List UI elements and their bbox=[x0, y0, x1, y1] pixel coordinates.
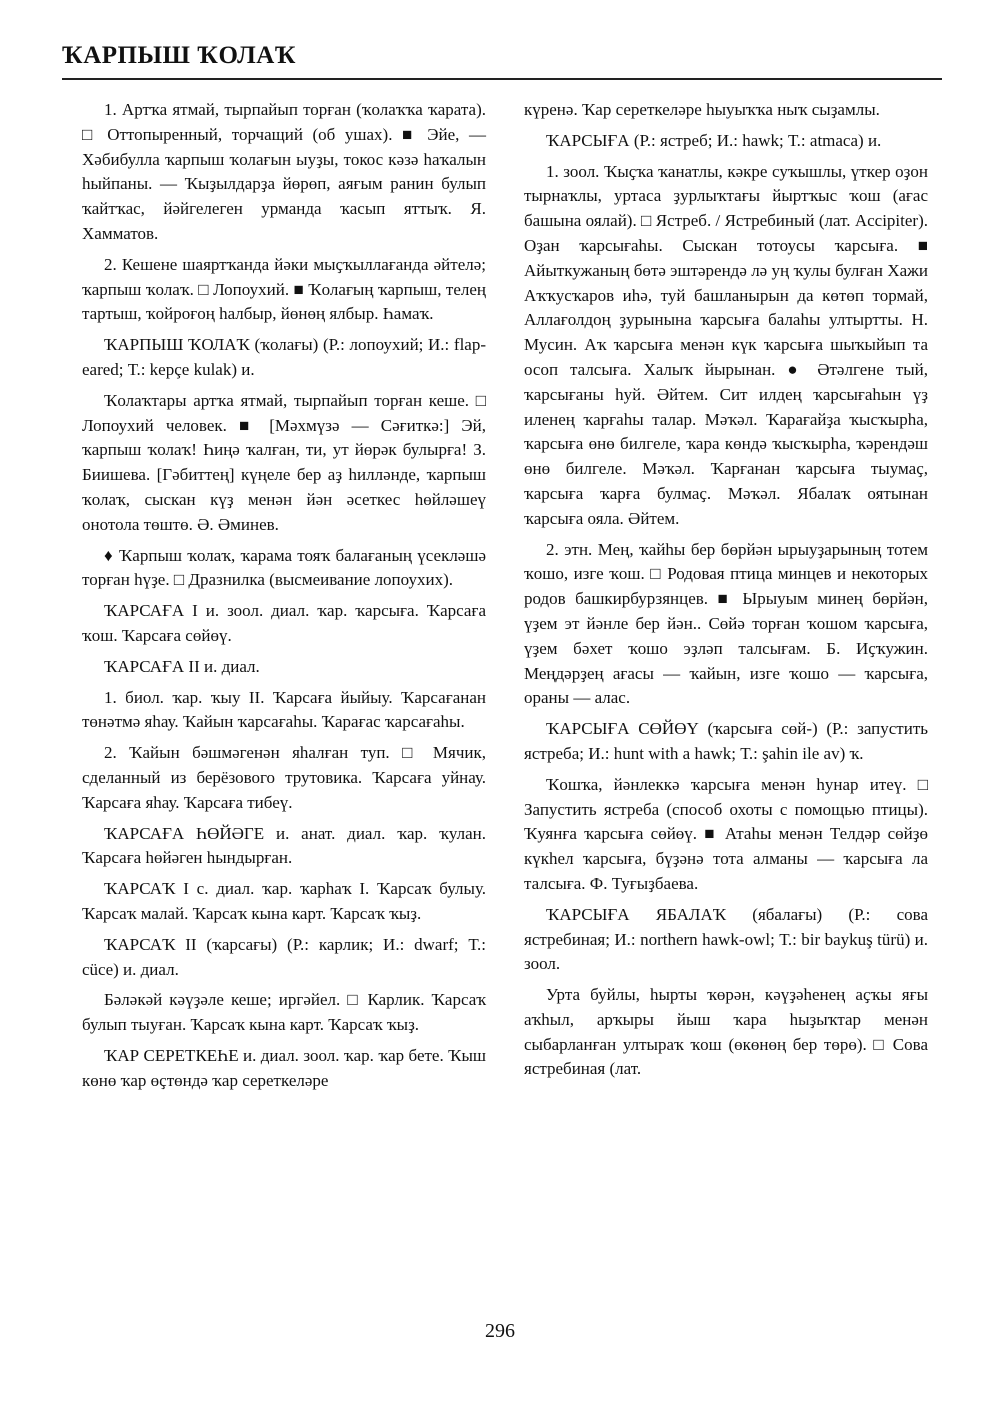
entry-paragraph: ҠАРСАҒА I и. зоол. диал. ҡар. ҡарсыға. Ҡарсаға ҡош. Ҡарсаға сөйөү. bbox=[82, 601, 486, 645]
entry-paragraph: Ҡолаҡтары артҡа ятмай, тырпайып торған кеше. □ Лопоухий человек. ■ [Мәхмүзә — Сәғиткә:] Эй, ҡарпыш ҡолаҡ! Һиңә ҡалған, ти, ут йөрәк булырға! З. Биишева. [Гәбиттең] күңеле бер аҙ һилләнде, ҡарпыш ҡолаҡ, сыскан күҙ менән йән әсеткес һөйләшеү онотола төштө. Ә. Әминев. bbox=[82, 390, 486, 534]
entry-paragraph: ҠАРСАҠ II (ҡарсағы) (Р.: карлик; И.: dwarf; Т.: cüce) и. диал. bbox=[82, 934, 486, 979]
entry-paragraph: 2. этн. Мең, ҡайһы бер бөрйән ырыуҙарының тотем ҡошо, изге ҡош. □ Родовая птица минцев и некоторых родов башкирбурзянцев. ■ Ырыуым минең бөрйән, үҙем эт йәнле бер йән.. Сөйә торған ҡошом ҡарсыға, үҙем бәхет ҡошо эҙләп талсығам. Б. Иҫҡужин. Меңдәрҙең ағасы — ҡайын, изге ҡошо — ҡарсыға, ораны — алас. bbox=[524, 539, 928, 708]
entry-paragraph: Бәләкәй кәүҙәле кеше; иргәйел. □ Карлик. Ҡарсаҡ булып тыуған. Ҡарсаҡ кына карт. Ҡарсаҡ ҡыҙ. bbox=[82, 990, 486, 1035]
entry-paragraph: ҠАРСЫҒА (Р.: ястреб; И.: hawk; Т.: atmaca) и. bbox=[546, 130, 882, 150]
entry-paragraph: ҠАРСЫҒА СӨЙӨҮ (ҡарсыға сөй-) (Р.: запустить ястреба; И.: hunt with a hawk; Т.: şahin ile av) ҡ. bbox=[524, 719, 928, 763]
entry-paragraph: ҠАРСЫҒА ЯБАЛАҠ (ябалағы) (Р.: сова ястребиная; И.: northern hawk-owl; Т.: bir baykuş türü) и. зоол. bbox=[524, 904, 928, 974]
left-column bbox=[82, 98, 486, 1099]
entry-paragraph: ҠАРСАҒА II и. диал. bbox=[104, 656, 260, 676]
entry-paragraph: ♦ Ҡарпыш ҡолаҡ, ҡарама тояҡ балағаның үсекләшә торған һүҙе. □ Дразнилка (высмеивание лопоухих). bbox=[82, 545, 486, 590]
entry-paragraph: Ҡошҡа, йәнлеккә ҡарсыға менән һунар итеү. □ Запустить ястреба (способ охоты с помощью птицы). Ҡуянға ҡарсыға сөйөү. ■ Атаһы менән Телдәр сөйҙө күкһел ҡарсыға, бүҙәнә тота алманы — ҡарсыға ла талсыға. Ф. Туғыҙбаева. bbox=[524, 774, 928, 893]
entry-paragraph: 1. биол. ҡар. ҡыу II. Ҡарсаға йыйыу. Ҡарсағанан төнәтмә яһау. Ҡайын ҡарсағаһы. Ҡарағас ҡарсағаһы. bbox=[82, 687, 486, 732]
entry-paragraph: ҠАРСАҠ I с. диал. ҡар. ҡарһаҡ I. Ҡарсаҡ булыу. Ҡарсаҡ малай. Ҡарсаҡ кына карт. Ҡарсаҡ ҡыҙ. bbox=[82, 879, 486, 923]
entry-paragraph: Урта буйлы, һырты ҡөрән, кәүҙәһенең аҫҡы яғы аҡһыл, арҡыры йыш ҡара һыҙыҡтар менән сыбарланған ултыраҡ ҡош (өкөнөң бер төрө). □ Сова ястребиная (лат. bbox=[524, 985, 928, 1079]
entry-paragraph: 2. Кешене шаяртҡанда йәки мыҫҡыллағанда әйтелә; ҡарпыш ҡолаҡ. □ Лопоухий. ■ Ҡолағың ҡарпыш, телең тартыш, ҡойроғоң һалбыр, йөнөң ялбыр. Һамаҡ. bbox=[82, 254, 486, 324]
right-column bbox=[524, 98, 928, 1088]
entry-paragraph: 2. Ҡайын бәшмәгенән яһалған туп. □ Мячик, сделанный из берёзового трутовика. Ҡарсаға уйнау. Ҡарсаға яһау. Ҡарсаға тибеү. bbox=[82, 743, 486, 812]
running-head: ҠАРПЫШ ҠОЛАҠ bbox=[62, 42, 297, 69]
entry-paragraph: ҠАРПЫШ ҠОЛАҠ (ҡолағы) (Р.: лопоухий; И.: flap-eared; Т.: kepçe kulak) и. bbox=[82, 335, 486, 379]
entry-paragraph: 1. Артҡа ятмай, тырпайып торған (ҡолаҡҡа ҡарата). □ Оттопыренный, торчащий (об ушах). ■ Эйе, — Хәбибулла ҡарпыш ҡолағын ыуҙы, токос кәзә һаҡалын һыйпаны. — Ҡыҙылдарҙа йөрөп, аяғым ранин булып ҡайтҡас, йәйгелеген урманда ҡасып яттыҡ. Я. Хамматов. bbox=[82, 100, 486, 243]
entry-paragraph: ҠАРСАҒА ҺӨЙӘГЕ и. анат. диал. ҡар. ҡулан. Ҡарсаға һөйәген һындырған. bbox=[82, 823, 486, 868]
page-number: 296 bbox=[485, 1320, 515, 1342]
header-rule bbox=[62, 78, 942, 80]
entry-paragraph: ҠАР СЕРЕТКЕҺЕ и. диал. зоол. ҡар. ҡар бете. Ҡыш көнө ҡар өҫтөндә ҡар сереткеләре bbox=[82, 1045, 486, 1090]
entry-paragraph: күренә. Ҡар сереткеләре һыуыҡҡа ныҡ сыҙамлы. bbox=[524, 100, 880, 119]
entry-paragraph: 1. зоол. Ҡыҫҡа ҡанатлы, кәкре суҡышлы, үткер оҙон тырнаҡлы, уртаса ҙурлыҡтағы йыртҡыс ҡош (ағас башына оялай). □ Ястреб. / Ястребиный (лат. Accipiter). Оҙан ҡарсығаһы. Сыскан тотоусы ҡарсыға. ■ Айыткужаның бөтә эштәрендә лә уң ҡулы булған Хажи Аҡҡусҡаров иһә, туй башланырын да көтөп тормай, Аллағолдоң ҙурынына ҡарсыға балаһы ултыртты. Н. Мусин. Аҡ ҡарсыға менән күк ҡарсыға шыҡыйып та осоп талсыға. Халыҡ йырынан. ● Әтәлгене тый, ҡарсығаны һуй. Әйтем. Сит илдең ҡарсығаһын үҙ иленең ҡарғаһы талар. Мәҡәл. Ҡарағайҙа ҡысҡырһа, ҡарсыға өнө билгеле, ҡара көндә ҡысҡырһа, ҡәрендәш өнө билгеле. Мәҡәл. Ҡарғанан ҡарсыға тыумаҫ, ҡарсыға ҡарға булмаҫ. Мәҡәл. Ябалаҡ оятынан ҡарсыға ояла. Әйтем. bbox=[524, 161, 928, 528]
